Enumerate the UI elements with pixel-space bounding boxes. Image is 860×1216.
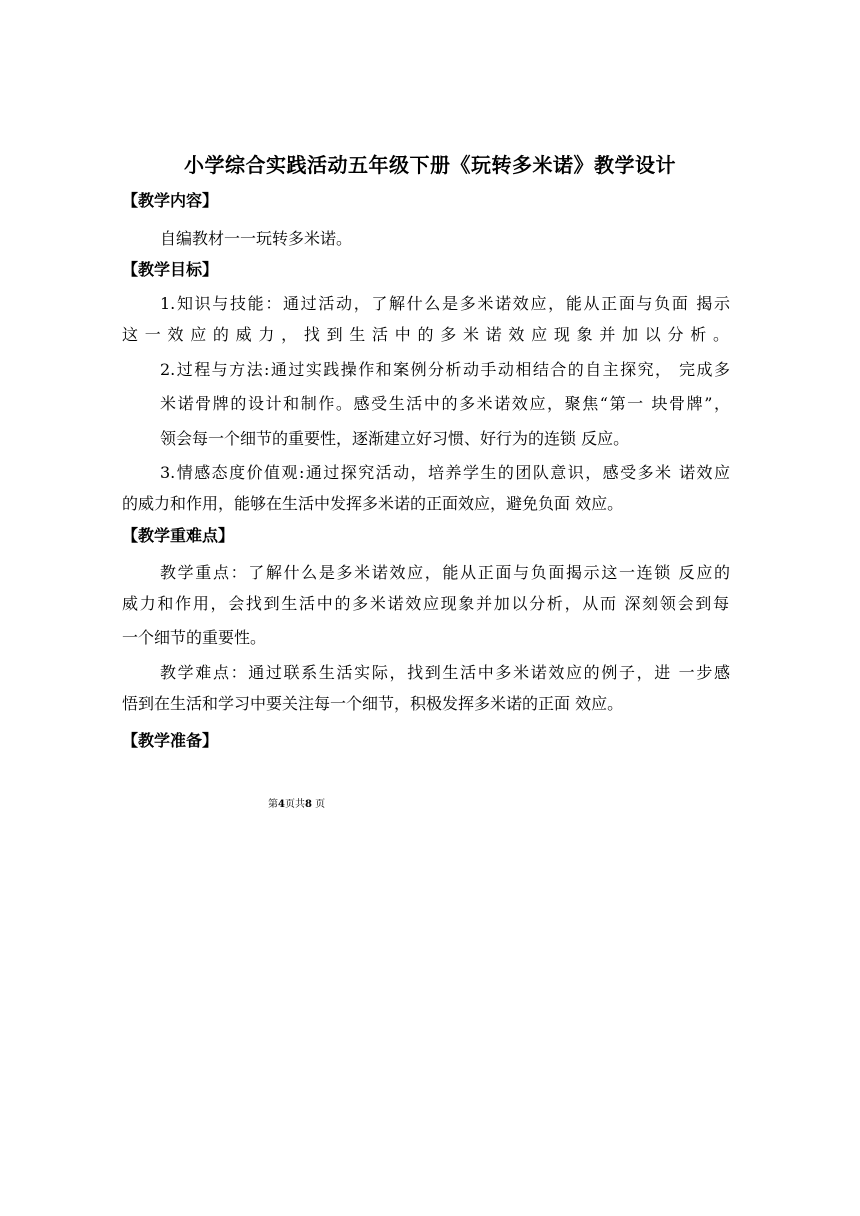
footer-current-page: 4 [278,799,285,810]
footer-suffix: 页 [311,799,326,810]
goal-1-line-1: 1.知识与技能：通过活动，了解什么是多米诺效应，能从正面与负面 揭示 [160,294,730,313]
key-point-1-line-3: 一个细节的重要性。 [122,628,267,647]
key-point-1-line-1: 教学重点：了解什么是多米诺效应，能从正面与负面揭示这一连锁 反应的 [160,563,730,582]
footer-middle: 页共 [284,799,305,810]
footer-prefix: 第 [268,799,278,810]
footer-total-pages: 8 [304,799,312,810]
goal-2-line-2: 米诺骨牌的设计和制作。感受生活中的多米诺效应，聚焦“第一 块骨牌”， [160,394,730,413]
section-heading-goals: 【教学目标】 [122,260,219,279]
key-point-1-line-2: 威力和作用，会找到生活中的多米诺效应现象并加以分析，从而 深刻领会到每 [122,594,729,613]
goal-2-line-1: 2.过程与方法:通过实践操作和案例分析动手动相结合的自主探究， 完成多 [160,360,730,379]
document-title: 小学综合实践活动五年级下册《玩转多米诺》教学设计 [184,153,676,177]
section-heading-key-points: 【教学重难点】 [122,526,235,545]
content-text: 自编教材一一玩转多米诺。 [160,229,353,248]
goal-3-line-1: 3.情感态度价值观:通过探究活动，培养学生的团队意识，感受多米 诺效应 [160,463,730,482]
goal-2-line-3: 领会每一个细节的重要性，逐渐建立好习惯、好行为的连锁 反应。 [160,429,630,448]
goal-1-line-2: 这一效应的威力，找到生活中的多米诺效应现象并加以分析。 [122,325,729,344]
goal-3-line-2: 的威力和作用，能够在生活中发挥多米诺的正面效应，避免负面 效应。 [122,494,624,513]
section-heading-content: 【教学内容】 [122,191,219,210]
page-footer [268,799,325,811]
section-heading-preparation: 【教学准备】 [122,731,219,750]
key-point-2-line-1: 教学难点：通过联系生活实际，找到生活中多米诺效应的例子，进 一步感 [160,663,730,682]
key-point-2-line-2: 悟到在生活和学习中要关注每一个细节，积极发挥多米诺的正面 效应。 [122,694,624,713]
